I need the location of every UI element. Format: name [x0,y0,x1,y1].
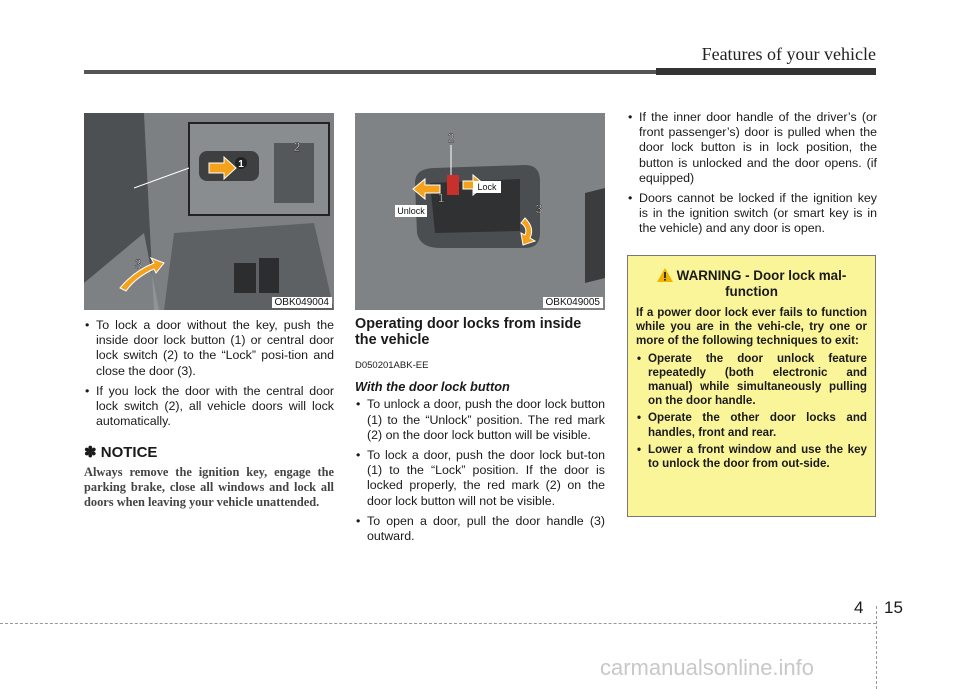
warning-icon [657,268,673,282]
callout-2-label: 2 [447,131,455,145]
section-heading: Operating door locks from inside the vehicle [355,316,582,348]
figure-code: OBK049005 [543,297,604,308]
list-item: • To lock a door without the key, push the inside door lock button (1) or central door lock switch (2) to the “Lock” posi-tion and close the door (3). [84,318,334,379]
callout-3-label: 3 [535,202,543,216]
figure-code: OBK049004 [272,297,333,308]
warning-intro: If a power door lock ever fails to function while you are in the vehi-cle, try one or more of the following techniques to exit: [636,306,867,348]
chapter-number: 4 [854,598,864,617]
callout-2-label: 2 [293,140,301,154]
list-item: • To unlock a door, push the door lock button (1) to the “Unlock” position. The red mark (2) on the door lock button will be visible. [355,397,605,443]
list-item: • To lock a door, push the door lock but-ton (1) to the “Lock” position. If the door is locked properly, the red mark (2) on the door lock button will not be visible. [355,448,605,509]
figure-door-lock-button [355,113,605,310]
figure-door-interior [84,113,334,310]
list-item: • If the inner door handle of the driver’s (or front passenger’s) door is pulled when the door lock button is in lock position, the button is unlocked and the door opens. (if equipped) [627,110,877,186]
list-item: • If you lock the door with the central door lock switch (2), all vehicle doors will lock automatically. [84,384,334,430]
warning-title-row [636,268,867,300]
list-item: • Operate the door unlock feature repeatedly (both electronic and manual) while simultaneously pulling on the door handle. [636,352,867,409]
notice-text: Always remove the ignition key, engage the parking brake, close all windows and lock all doors when leaving your vehicle unattended. [84,464,334,510]
callout-1-label: 1 [238,159,244,170]
warning-title: WARNING - Door lock mal-function [676,268,847,299]
column-2 [355,316,605,549]
footer-rule [0,623,876,624]
list-item: • Doors cannot be locked if the ignition key is in the ignition switch (or smart key is in the vehicle) and any door is open. [627,191,877,237]
warning-body [636,306,867,471]
header-rule-accent [656,68,876,75]
footer-divider [876,606,877,689]
callout-1-label: 1 [437,191,445,205]
list-item: • Lower a front window and use the key to unlock the door from out-side. [636,443,867,471]
list-item: • To open a door, pull the door handle (3) outward. [355,514,605,544]
warning-box [627,255,876,517]
column-3 [627,110,877,242]
page-number: 15 [884,598,903,617]
callout-3-label: 3 [134,257,142,271]
watermark: carmanualsonline.info [600,655,815,680]
header-title: Features of your vehicle [701,44,876,64]
list-item: • Operate the other door locks and handles, front and rear. [636,411,867,439]
subheading: With the door lock button [355,379,510,395]
column-1 [84,318,334,510]
section-code: D050201ABK-EE [355,360,429,371]
notice-heading: ✽ NOTICE [84,444,158,462]
label-unlock: Unlock [397,206,425,216]
label-lock: Lock [477,182,497,192]
